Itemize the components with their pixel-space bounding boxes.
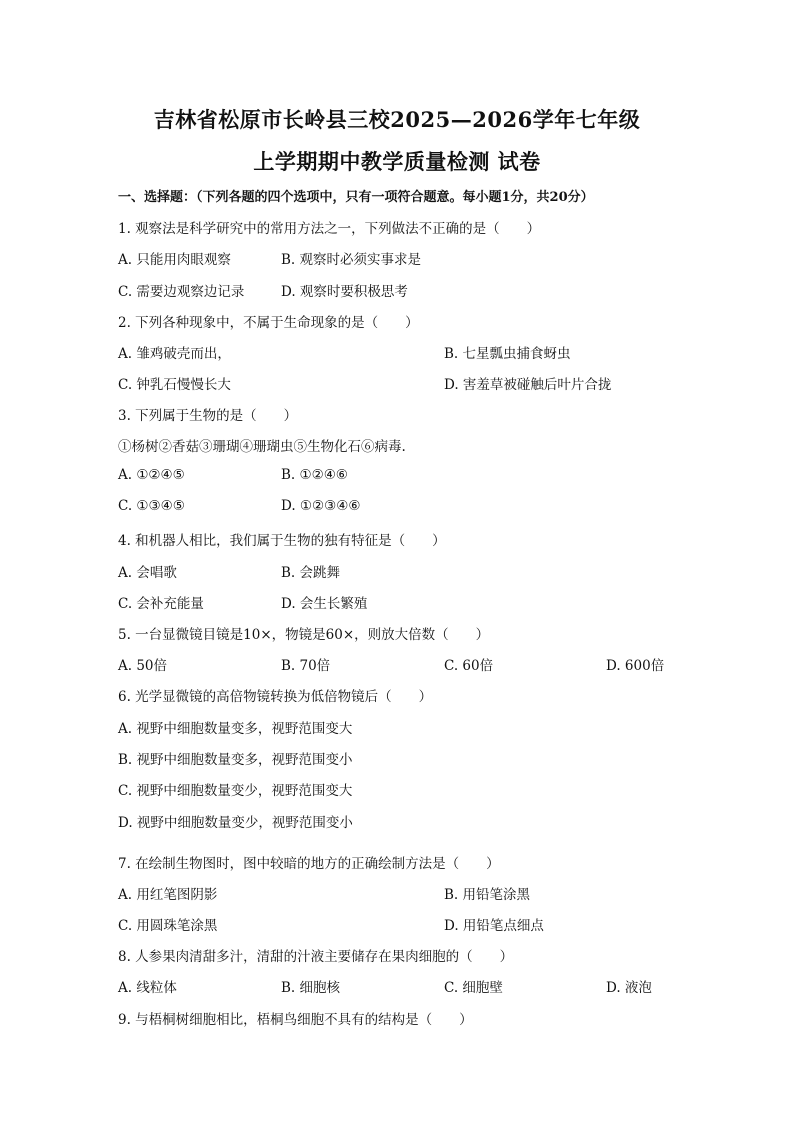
question-4-options-row1 bbox=[118, 561, 718, 581]
q7-option-b: B. 用铅笔涂黑 bbox=[444, 887, 531, 903]
q4-option-d: D. 会生长繁殖 bbox=[281, 596, 368, 612]
question-4-options-row2 bbox=[118, 592, 718, 612]
question-5-options-row bbox=[118, 654, 718, 674]
q4-option-b: B. 会跳舞 bbox=[281, 565, 341, 581]
q6-option-c: C. 视野中细胞数量变少，视野范围变大 bbox=[118, 783, 353, 799]
q8-option-c: C. 细胞壁 bbox=[444, 980, 503, 996]
question-2-options-row2 bbox=[118, 373, 718, 393]
q1-option-d: D. 观察时要积极思考 bbox=[281, 284, 408, 300]
q7-option-a: A. 用红笔图阴影 bbox=[118, 887, 218, 903]
q5-option-b: B. 70倍 bbox=[281, 658, 331, 674]
q1-option-a: A. 只能用肉眼观察 bbox=[118, 252, 231, 268]
q6-option-b: B. 视野中细胞数量变多，视野范围变小 bbox=[118, 752, 353, 768]
q1-option-b: B. 观察时必须实事求是 bbox=[281, 252, 422, 268]
q4-option-c: C. 会补充能量 bbox=[118, 596, 204, 612]
question-3-stem: 3. 下列属于生物的是（ ） bbox=[118, 408, 298, 424]
question-2-options-row1 bbox=[118, 342, 718, 362]
exam-title-line2: 上学期期中教学质量检测 试卷 bbox=[253, 149, 541, 174]
q3-option-b: B. ①②④⑥ bbox=[281, 467, 348, 483]
question-5-stem: 5. 一台显微镜目镜是10×，物镜是60×，则放大倍数（ ） bbox=[118, 627, 490, 643]
question-3-items: ①杨树②香菇③珊瑚④珊瑚虫⑤生物化石⑥病毒. bbox=[118, 439, 406, 455]
q3-option-d: D. ①②③④⑥ bbox=[281, 498, 361, 514]
q6-option-d: D. 视野中细胞数量变少，视野范围变小 bbox=[118, 815, 353, 831]
q3-option-c: C. ①③④⑤ bbox=[118, 498, 185, 514]
q2-option-d: D. 害羞草被碰触后叶片合拢 bbox=[444, 377, 612, 393]
question-1-options-row2 bbox=[118, 280, 718, 300]
q2-option-a: A. 雏鸡破壳而出， bbox=[118, 346, 231, 362]
question-7-options-row1 bbox=[118, 883, 718, 903]
question-6-stem: 6. 光学显微镜的高倍物镜转换为低倍物镜后（ ） bbox=[118, 689, 433, 705]
question-2-stem: 2. 下列各种现象中，不属于生命现象的是（ ） bbox=[118, 315, 419, 331]
q1-option-c: C. 需要边观察边记录 bbox=[118, 284, 245, 300]
question-1-stem: 1. 观察法是科学研究中的常用方法之一，下列做法不正确的是（ ） bbox=[118, 221, 541, 237]
q2-option-b: B. 七星瓢虫捕食蚜虫 bbox=[444, 346, 571, 362]
question-1-options-row1 bbox=[118, 248, 718, 268]
q6-option-a: A. 视野中细胞数量变多，视野范围变大 bbox=[118, 721, 353, 737]
question-7-options-row2 bbox=[118, 914, 718, 934]
exam-title-line1: 吉林省松原市长岭县三校2025—2026学年七年级 bbox=[153, 107, 641, 132]
question-7-stem: 7. 在绘制生物图时，图中较暗的地方的正确绘制方法是（ ） bbox=[118, 856, 500, 872]
question-3-options-row2 bbox=[118, 498, 718, 518]
q7-option-d: D. 用铅笔点细点 bbox=[444, 918, 544, 934]
question-9-stem: 9. 与梧桐树细胞相比，梧桐鸟细胞不具有的结构是（ ） bbox=[118, 1012, 473, 1028]
question-8-options-row bbox=[118, 976, 718, 996]
question-8-stem: 8. 人参果肉清甜多汁，清甜的汁液主要储存在果肉细胞的（ ） bbox=[118, 949, 514, 965]
q5-option-a: A. 50倍 bbox=[118, 658, 168, 674]
q4-option-a: A. 会唱歌 bbox=[118, 565, 177, 581]
q8-option-d: D. 液泡 bbox=[606, 980, 652, 996]
q5-option-d: D. 600倍 bbox=[606, 658, 665, 674]
q2-option-c: C. 钟乳石慢慢长大 bbox=[118, 377, 231, 393]
q8-option-a: A. 线粒体 bbox=[118, 980, 177, 996]
q7-option-c: C. 用圆珠笔涂黑 bbox=[118, 918, 218, 934]
question-4-stem: 4. 和机器人相比，我们属于生物的独有特征是（ ） bbox=[118, 533, 446, 549]
section-heading: 一、选择题：（下列各题的四个选项中，只有一项符合题意。每小题1分，共20分） bbox=[118, 190, 594, 205]
q3-option-a: A. ①②④⑤ bbox=[118, 467, 185, 483]
q5-option-c: C. 60倍 bbox=[444, 658, 494, 674]
question-3-options-row1 bbox=[118, 467, 718, 487]
q8-option-b: B. 细胞核 bbox=[281, 980, 341, 996]
